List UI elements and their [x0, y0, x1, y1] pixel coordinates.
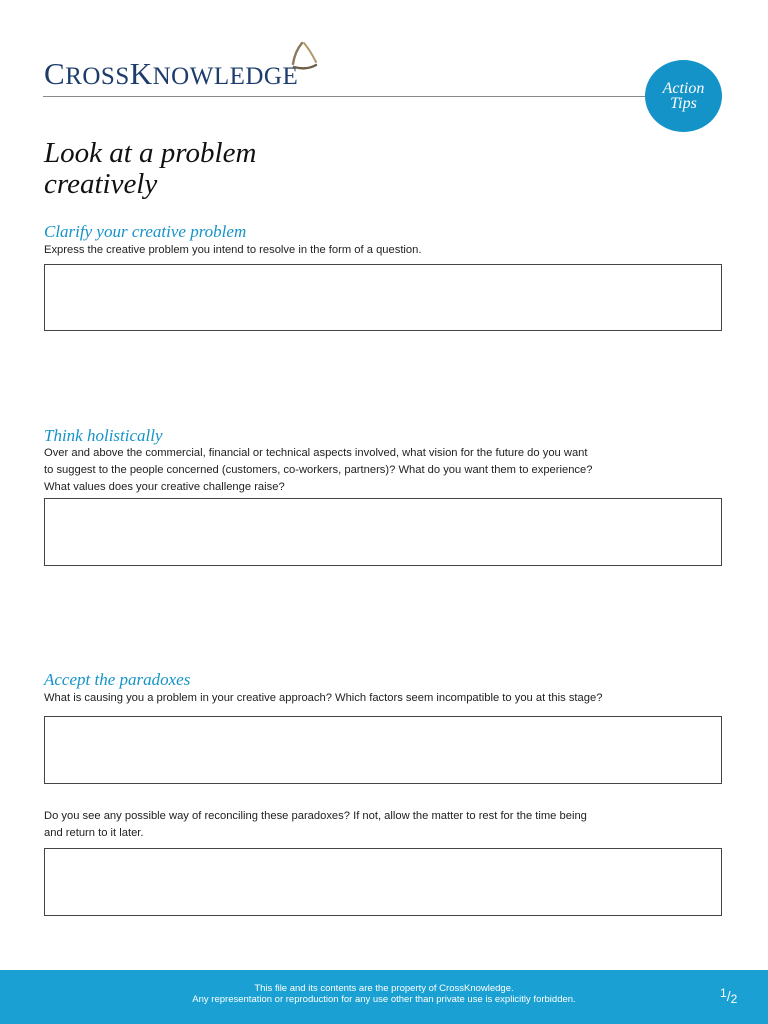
desc-holistic-line3: What values does your creative challenge raise? — [44, 481, 285, 493]
answer-box-paradoxes[interactable] — [44, 716, 722, 784]
section-desc-paradoxes: What is causing you a problem in your creative approach? Which factors seem incompatible to you at this stage? — [44, 692, 603, 704]
title-line1: Look at a problem — [44, 137, 257, 169]
section-desc-holistic — [44, 445, 724, 496]
footer-line2: Any representation or reproduction for any use other than private use is explicitly forbidden. — [192, 993, 576, 1005]
answer-box-holistic[interactable] — [44, 498, 722, 566]
footer-notice — [0, 984, 768, 1005]
section-desc-clarify: Express the creative problem you intend to resolve in the form of a question. — [44, 244, 422, 256]
footer-bar — [0, 970, 768, 1024]
answer-box-reconcile[interactable] — [44, 848, 722, 916]
page-title — [44, 138, 444, 200]
section-followup-paradoxes — [44, 808, 724, 842]
followup-line1: Do you see any possible way of reconciling these paradoxes? If not, allow the matter to rest for the time being — [44, 810, 587, 822]
section-title-clarify: Clarify your creative problem — [44, 222, 247, 241]
crossknowledge-logo — [44, 40, 334, 91]
page-current: 1 — [720, 986, 727, 1000]
desc-holistic-line1: Over and above the commercial, financial or technical aspects involved, what vision for the future do you want — [44, 447, 588, 459]
followup-line2: and return to it later. — [44, 827, 144, 839]
page-total: 2 — [730, 992, 738, 1006]
section-title-paradoxes: Accept the paradoxes — [44, 670, 191, 689]
header-divider — [43, 96, 655, 97]
answer-box-clarify[interactable] — [44, 264, 722, 331]
badge-line1: Action — [662, 80, 705, 97]
badge-line2: Tips — [670, 95, 697, 112]
title-line2: creatively — [44, 168, 158, 200]
footer-line1: This file and its contents are the property of CrossKnowledge. — [254, 983, 514, 994]
section-title-holistic: Think holistically — [44, 426, 163, 445]
page-number: $^1/_2$ — [720, 986, 738, 1006]
logo-triangle-icon — [288, 40, 320, 74]
logo-wordmark: CROSSKNOWLEDGE — [44, 56, 299, 91]
desc-holistic-line2: to suggest to the people concerned (customers, co-workers, partners)? What do you want them to experience? — [44, 464, 593, 476]
action-tips-badge — [645, 60, 722, 132]
